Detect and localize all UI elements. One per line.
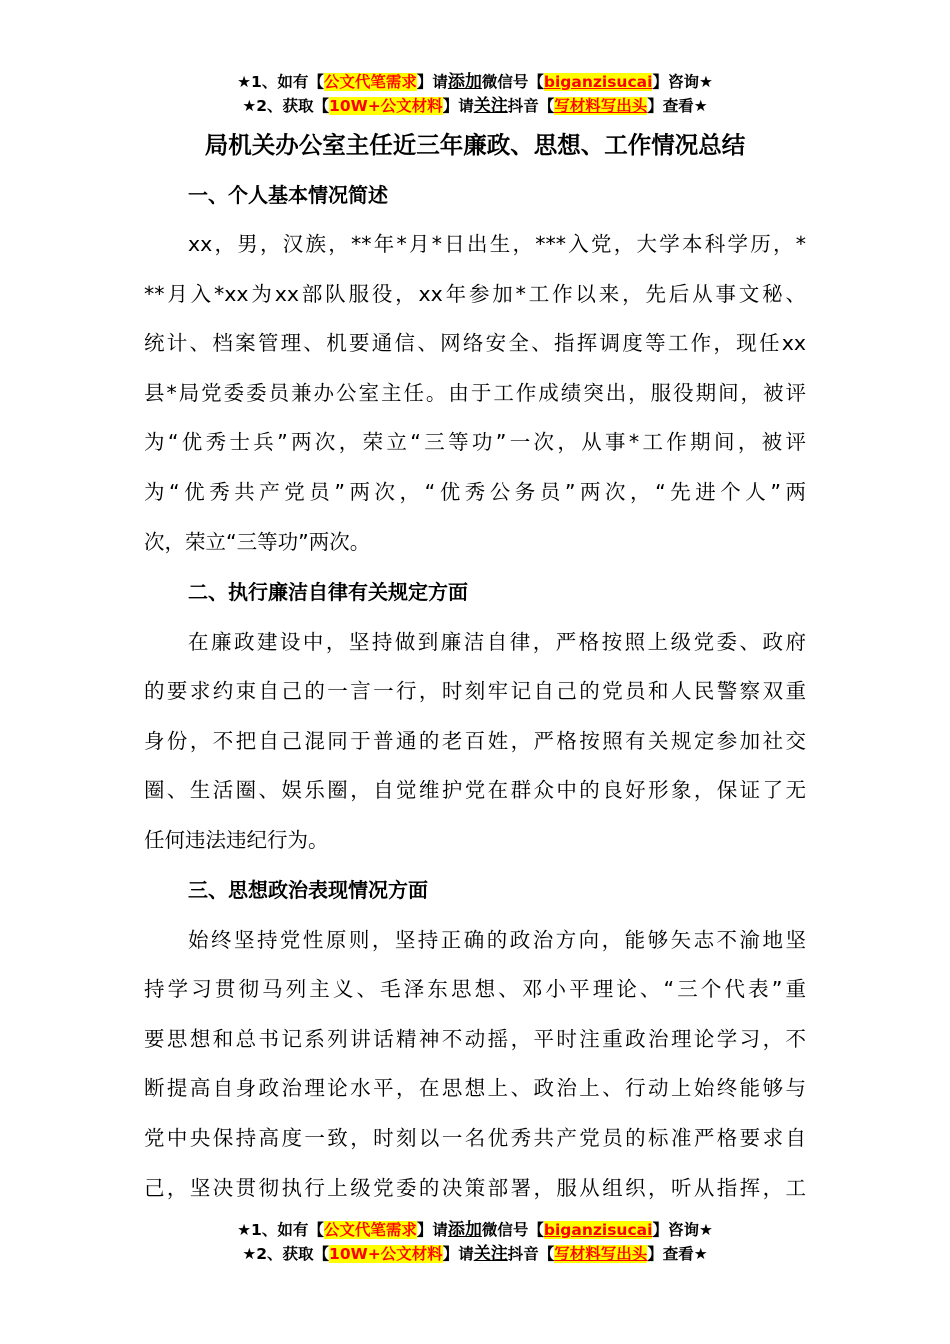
section-heading: 一、个人基本情况简述	[188, 183, 388, 207]
paragraph-line: 持学习贯彻马列主义、毛泽东思想、邓小平理论、“三个代表”重	[144, 977, 806, 1001]
promo-text: ★2、获取【	[242, 1245, 330, 1263]
promo-douyin-id: 写材料写出头	[554, 97, 648, 115]
section-heading: 三、思想政治表现情况方面	[188, 878, 428, 902]
paragraph-line: 任何违法违纪行为。	[144, 828, 329, 852]
paragraph-line: 断提高自身政治理论水平，在思想上、政治上、行动上始终能够与	[144, 1076, 806, 1100]
paragraph-line: 为“优秀共产党员”两次，“优秀公务员”两次，“先进个人”两	[144, 480, 806, 504]
promo-text: 】请	[442, 1245, 474, 1263]
promo-emphasis: 关注	[473, 96, 508, 116]
promo-text: 】请	[416, 73, 448, 91]
paragraph-line: 次，荣立“三等功”两次。	[144, 530, 371, 554]
promo-wechat-id: biganzisucai	[543, 73, 653, 91]
paragraph-line: 要思想和总书记系列讲话精神不动摇，平时注重政治理论学习，不	[144, 1027, 806, 1051]
promo-text: 微信号【	[481, 73, 544, 91]
paragraph-line: **月入*xx为xx部队服役，xx年参加*工作以来，先后从事文秘、	[144, 282, 806, 306]
promo-douyin-id: 写材料写出头	[554, 1245, 648, 1263]
promo-highlight: 公文代笔需求	[323, 1221, 417, 1239]
promo-text: 】查看★	[647, 97, 708, 115]
bottom-promo-banner	[0, 1218, 950, 1266]
paragraph-line: 统计、档案管理、机要通信、网络安全、指挥调度等工作，现任xx	[144, 331, 806, 355]
paragraph-line: 县*局党委委员兼办公室主任。由于工作成绩突出，服役期间，被评	[144, 381, 806, 405]
promo-text: 】请	[442, 97, 474, 115]
paragraph-line: xx，男，汉族，**年*月*日出生，***入党，大学本科学历，*	[188, 232, 806, 256]
promo-text: ★2、获取【	[242, 97, 330, 115]
promo-text: 抖音【	[507, 1245, 555, 1263]
promo-text: 抖音【	[507, 97, 555, 115]
promo-wechat-id: biganzisucai	[543, 1221, 653, 1239]
section-heading: 二、执行廉洁自律有关规定方面	[188, 580, 468, 604]
document-title: 局机关办公室主任近三年廉政、思想、工作情况总结	[204, 131, 746, 159]
top-promo-banner	[0, 70, 950, 118]
promo-emphasis: 添加	[447, 1220, 482, 1240]
promo-text: 】请	[416, 1221, 448, 1239]
promo-text: ★1、如有【	[237, 1221, 324, 1239]
promo-text: 微信号【	[481, 1221, 544, 1239]
promo-text: 】咨询★	[652, 73, 713, 91]
promo-emphasis: 关注	[473, 1244, 508, 1264]
promo-line-2	[0, 94, 950, 118]
paragraph-line: 为“优秀士兵”两次，荣立“三等功”一次，从事*工作期间，被评	[144, 430, 806, 454]
promo-text: ★1、如有【	[237, 73, 324, 91]
paragraph-line: 始终坚持党性原则，坚持正确的政治方向，能够矢志不渝地坚	[188, 928, 806, 952]
promo-highlight: 10W+公文材料	[329, 97, 443, 115]
paragraph-line: 的要求约束自己的一言一行，时刻牢记自己的党员和人民警察双重	[144, 679, 806, 703]
promo-line-1	[0, 70, 950, 94]
paragraph-line: 圈、生活圈、娱乐圈，自觉维护党在群众中的良好形象，保证了无	[144, 778, 806, 802]
promo-text: 】查看★	[647, 1245, 708, 1263]
promo-line-2	[0, 1242, 950, 1266]
promo-line-1	[0, 1218, 950, 1242]
paragraph-line: 己，坚决贯彻执行上级党委的决策部署，服从组织，听从指挥，工	[144, 1176, 806, 1200]
promo-highlight: 公文代笔需求	[323, 73, 417, 91]
paragraph-line: 身份，不把自己混同于普通的老百姓，严格按照有关规定参加社交	[144, 729, 806, 753]
promo-highlight: 10W+公文材料	[329, 1245, 443, 1263]
paragraph-line: 在廉政建设中，坚持做到廉洁自律，严格按照上级党委、政府	[188, 630, 806, 654]
promo-text: 】咨询★	[652, 1221, 713, 1239]
paragraph-line: 党中央保持高度一致，时刻以一名优秀共产党员的标准严格要求自	[144, 1126, 806, 1150]
promo-emphasis: 添加	[447, 72, 482, 92]
